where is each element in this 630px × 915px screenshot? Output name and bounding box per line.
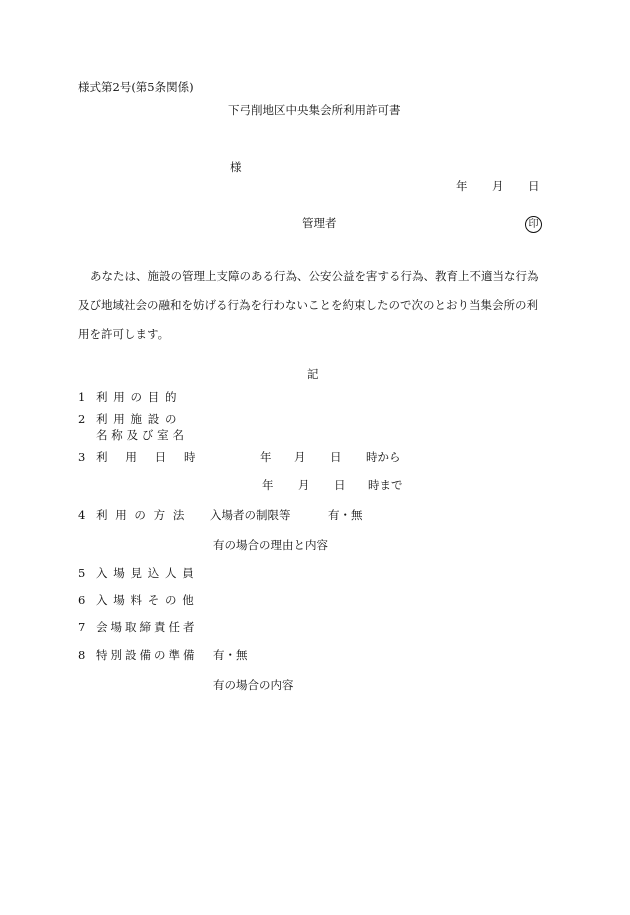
- body-line-2: 及び地域社会の融和を妨げる行為を行わないことを約束したので次のとおり当集会所の利: [78, 298, 538, 312]
- item-3-from-hour: 時から: [366, 450, 401, 464]
- body-line-1: あなたは、施設の管理上支障のある行為、公安公益を害する行為、教育上不適当な行為: [90, 269, 539, 283]
- ki-heading: 記: [307, 367, 319, 381]
- seal-mark: [525, 216, 542, 233]
- form-number: 様式第2号(第5条関係): [78, 80, 194, 94]
- date-year: 年: [456, 179, 468, 193]
- item-4-reason-label: 有の場合の理由と内容: [213, 538, 328, 552]
- item-2-label-line2: 名称及び室名: [96, 428, 188, 442]
- item-4-restriction-label: 入場者の制限等: [210, 508, 291, 522]
- item-8-number: 8: [78, 648, 86, 662]
- body-line-3: 用を許可します。: [78, 327, 170, 341]
- seal-text: 印: [525, 216, 542, 233]
- item-3-to-year: 年: [262, 478, 274, 492]
- item-4-restriction-options: 有・無: [328, 508, 363, 522]
- document-title: 下弓削地区中央集会所利用許可書: [228, 103, 401, 117]
- issuer-label: 管理者: [302, 216, 337, 230]
- item-7-label: 会場取締責任者: [96, 620, 198, 634]
- body-paragraph: [78, 262, 568, 349]
- item-6-label: 入場料その他: [96, 593, 200, 607]
- date-month: 月: [492, 179, 504, 193]
- item-3-to-day: 日: [334, 478, 346, 492]
- item-1-number: 1: [78, 390, 86, 404]
- item-3-number: 3: [78, 450, 86, 464]
- item-4-number: 4: [78, 508, 86, 522]
- date-day: 日: [528, 179, 540, 193]
- item-2-number: 2: [78, 412, 86, 426]
- item-5-label: 入場見込人員: [96, 566, 200, 580]
- item-8-content-label: 有の場合の内容: [213, 678, 294, 692]
- item-2-label-line1: 利用施設の: [96, 412, 183, 426]
- item-8-options: 有・無: [213, 648, 248, 662]
- item-1-label: 利用の目的: [96, 390, 183, 404]
- item-3-from-month: 月: [294, 450, 306, 464]
- item-8-label: 特別設備の準備: [96, 648, 198, 662]
- item-6-number: 6: [78, 593, 86, 607]
- addressee-honorific: 様: [230, 160, 242, 174]
- item-4-label: 利用の方法: [96, 508, 193, 522]
- item-3-from-day: 日: [330, 450, 342, 464]
- item-3-label: 利用日時: [96, 450, 214, 464]
- item-5-number: 5: [78, 566, 86, 580]
- item-7-number: 7: [78, 620, 86, 634]
- item-3-from-year: 年: [260, 450, 272, 464]
- item-3-to-month: 月: [298, 478, 310, 492]
- item-3-to-hour: 時まで: [368, 478, 403, 492]
